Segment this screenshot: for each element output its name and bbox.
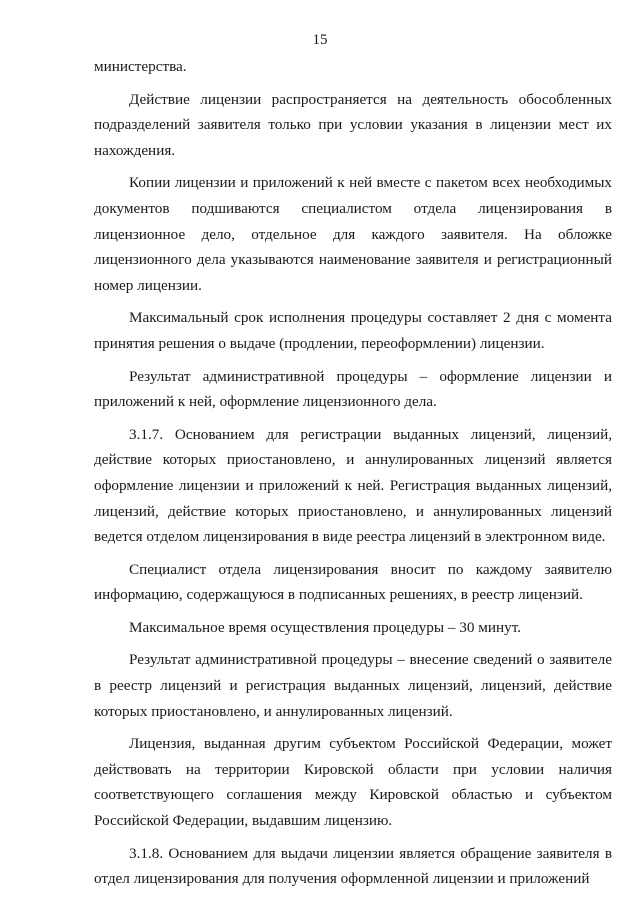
paragraph: министерства. — [94, 58, 187, 75]
paragraph: Максимальный срок исполнения процедуры составляет 2 дня с момента принятия решения о выдаче (продлении, переоформлении) лицензии. — [94, 309, 612, 352]
document-body — [94, 54, 612, 892]
paragraph: 3.1.8. Основанием для выдачи лицензии является обращение заявителя в отдел лицензирования для получения оформленной лицензии и приложений — [94, 844, 612, 888]
paragraph: Результат административной процедуры – внесение сведений о заявителе в реестр лицензий и регистрация выданных лицензий, лицензий, действие которых приостановлено, и аннулированных лицензий. — [94, 651, 612, 720]
paragraph: Лицензия, выданная другим субъектом Российской Федерации, может действовать на территории Кировской области при условии наличия соответствующего соглашения между Кировской областью и субъектом Российской Федерации, выдавшим лицензию. — [94, 735, 612, 830]
paragraph: Копии лицензии и приложений к ней вместе с пакетом всех необходимых документов подшиваются специалистом отдела лицензирования в лицензионное дело, отдельное для каждого заявителя. На обложке лицензионного дела указываются наименование заявителя и регистрационный номер лицензии. — [94, 174, 612, 294]
paragraph: Специалист отдела лицензирования вносит по каждому заявителю информацию, содержащуюся в подписанных решениях, в реестр лицензий. — [94, 560, 612, 604]
paragraph: Максимальное время осуществления процедуры – 30 минут. — [129, 618, 521, 636]
paragraph: Результат административной процедуры – оформление лицензии и приложений к ней, оформление лицензионного дела. — [94, 367, 612, 411]
page-number: 15 — [312, 32, 328, 48]
paragraph: Действие лицензии распространяется на деятельность обособленных подразделений заявителя только при условии указания в лицензии мест их нахождения. — [94, 90, 612, 159]
paragraph: 3.1.7. Основанием для регистрации выданных лицензий, лицензий, действие которых приостановлено, и аннулированных лицензий является оформление лицензии и приложений к ней. Регистрация выданных лицензий, лицензий, действие которых приостановлено, и аннулированных лицензий ведется отделом лицензирования в виде реестра лицензий в электронном виде. — [94, 425, 612, 546]
